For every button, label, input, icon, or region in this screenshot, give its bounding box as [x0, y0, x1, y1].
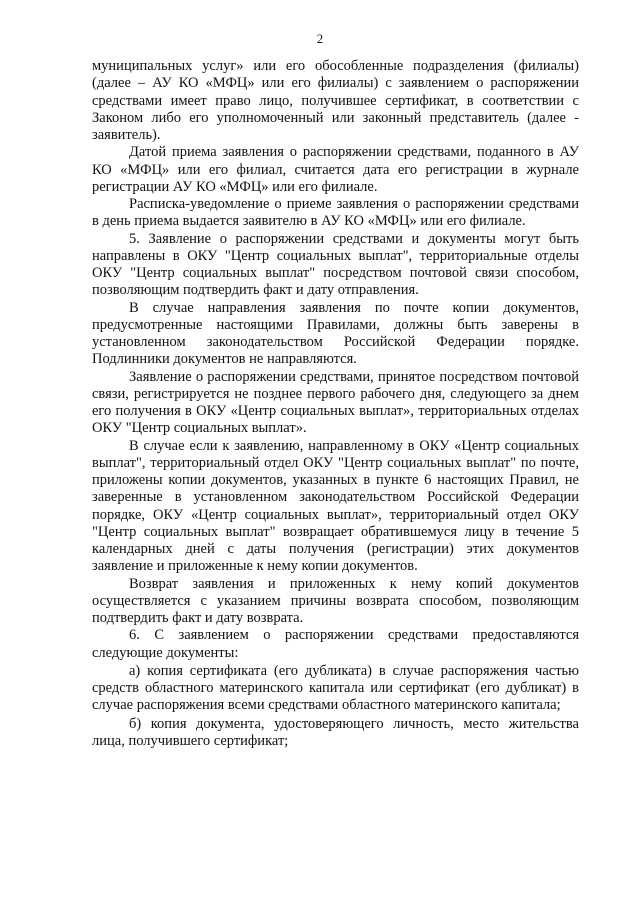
paragraph-item-6a: а) копия сертификата (его дубликата) в случае распоряжения частью средств областного материнского капитала или сертификат (его дубликат) в случае распоряжения всеми средствами областного материнского капитала; [92, 662, 579, 714]
page-number: 2 [316, 31, 324, 46]
paragraph-continuation: муниципальных услуг» или его обособленные подразделения (филиалы) (далее – АУ КО «МФЦ» или его филиалы) с заявлением о распоряжении средствами имеет право лицо, получившее сертификат, в соответствии с Законом либо его уполномоченный или законный представитель (далее - заявитель). [92, 58, 579, 143]
paragraph-receipt-notice: Расписка-уведомление о приеме заявления о распоряжении средствами в день приема выдается заявителю в АУ КО «МФЦ» или его филиале. [92, 196, 579, 230]
paragraph-receipt-date: Датой приема заявления о распоряжении средствами, поданного в АУ КО «МФЦ» или его филиал, считается дата его регистрации в журнале регистрации АУ КО «МФЦ» или его филиале. [92, 144, 579, 195]
paragraph-return: Возврат заявления и приложенных к нему копий документов осуществляется с указанием причины возврата способом, позволяющим подтвердить факт и дату возврата. [92, 575, 579, 626]
document-body [92, 58, 579, 750]
paragraph-item-6b: б) копия документа, удостоверяющего личность, место жительства лица, получившего сертификат; [92, 715, 579, 749]
paragraph-mail-registration: Заявление о распоряжении средствами, принятое посредством почтовой связи, регистрируется не позднее первого рабочего дня, следующего за днем его получения в ОКУ «Центр социальных выплат», территориальных отделах ОКУ "Центр социальных выплат». [92, 368, 579, 437]
paragraph-mail-copies: В случае направления заявления по почте копии документов, предусмотренные настоящими Правилами, должны быть заверены в установленном законодательством Российской Федерации порядке. Подлинники документов не направляются. [92, 299, 579, 368]
paragraph-uncertified-copies: В случае если к заявлению, направленному в ОКУ «Центр социальных выплат", территориальный отдел ОКУ "Центр социальных выплат" по почте, приложены копии документов, указанных в пункте 6 настоящих Правил, не заверенные в установленном законодательством Российской Федерации порядке, ОКУ «Центр социальных выплат», территориальный отдел ОКУ "Центр социальных выплат" возвращает обратившемуся лицу в течение 5 календарных дней с даты получения (регистрации) этих документов заявление и приложенные к нему копии документов. [92, 437, 579, 575]
paragraph-item-6: 6. С заявлением о распоряжении средствами предоставляются следующие документы: [92, 627, 579, 661]
paragraph-item-5: 5. Заявление о распоряжении средствами и документы могут быть направлены в ОКУ "Центр социальных выплат", территориальные отделы ОКУ "Центр социальных выплат" посредством почтовой связи способом, позволяющим подтвердить факт и дату отправления. [92, 230, 579, 299]
